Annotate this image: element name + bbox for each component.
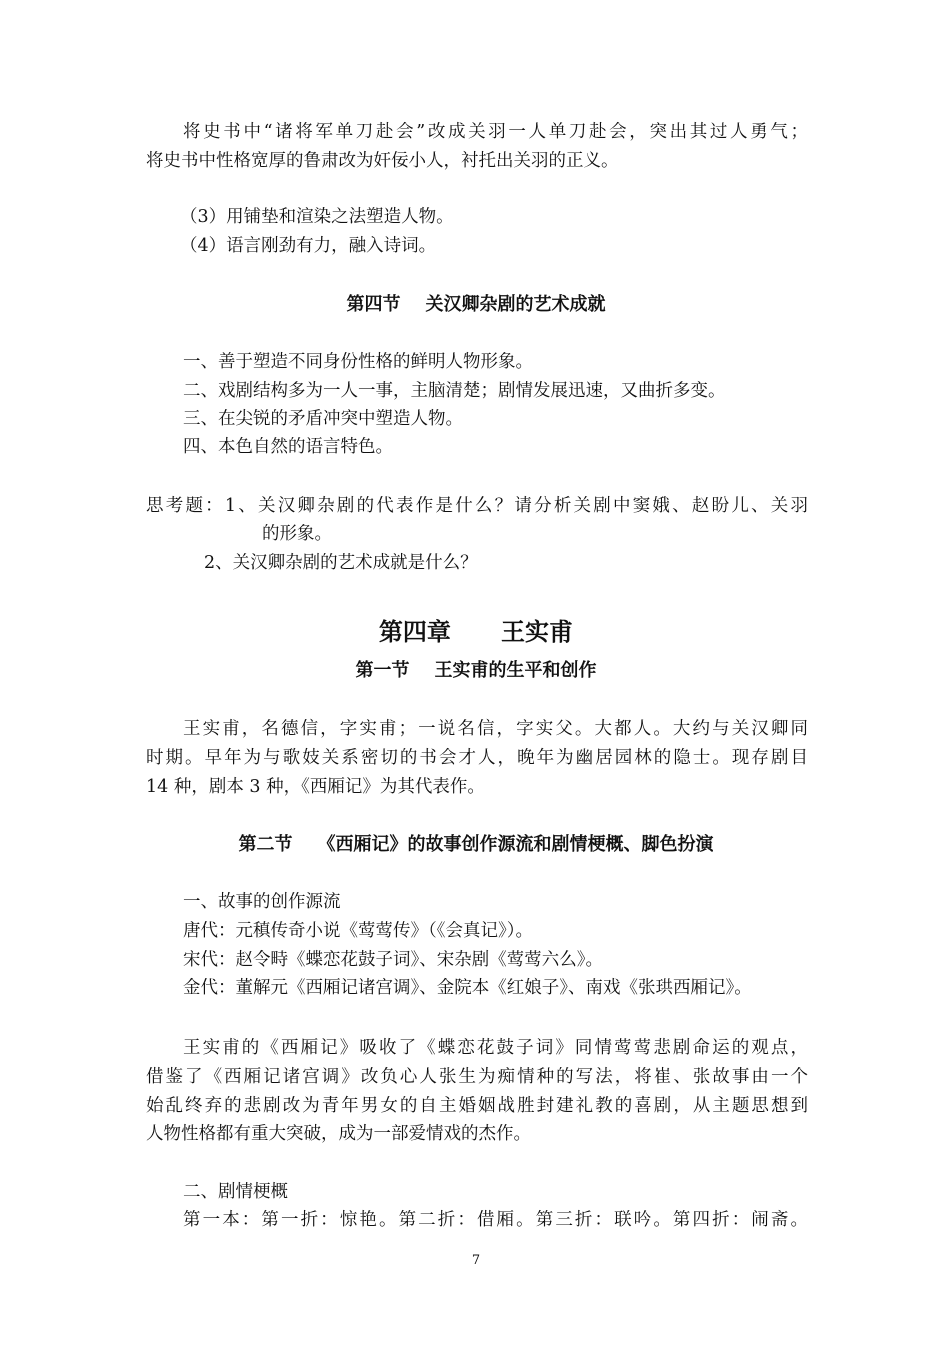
list-item: 二、戏剧结构多为一人一事，主脑清楚；剧情发展迅速，又曲折多变。 <box>183 381 726 401</box>
paragraph-line: 王实甫，名德信，字实甫；一说名信，字实父。大都人。大约与关汉卿同 <box>183 719 808 739</box>
paragraph-line: 将史书中性格宽厚的鲁肃改为奸佞小人，衬托出关羽的正义。 <box>146 151 619 171</box>
section-heading: 第二节 《西厢记》的故事创作源流和剧情梗概、脚色扮演 <box>238 834 714 855</box>
chapter-title: 第四章 王实甫 <box>378 618 574 646</box>
page-number: 7 <box>471 1253 481 1268</box>
list-item: 宋代：赵令畤《蝶恋花鼓子词》、宋杂剧《莺莺六么》。 <box>183 950 603 970</box>
paragraph-line: 人物性格都有重大突破，成为一部爱情戏的杰作。 <box>146 1124 531 1144</box>
section-heading: 第四节 关汉卿杂剧的艺术成就 <box>346 294 606 315</box>
paragraph-line: 时期。早年为与歌妓关系密切的书会才人，晚年为幽居园林的隐士。现存剧目 <box>146 748 808 768</box>
list-item: 三、在尖锐的矛盾冲突中塑造人物。 <box>183 409 463 429</box>
paragraph-line: 王实甫的《西厢记》吸收了《蝶恋花鼓子词》同情莺莺悲剧命运的观点， <box>183 1038 808 1058</box>
list-item: （4）语言刚劲有力，融入诗词。 <box>180 236 437 256</box>
list-item: 二、剧情梗概 <box>183 1182 288 1202</box>
paragraph-line: 将史书中“诸将军单刀赴会”改成关羽一人单刀赴会，突出其过人勇气； <box>183 122 808 142</box>
section-heading: 第一节 王实甫的生平和创作 <box>355 660 597 681</box>
paragraph-line: 借鉴了《西厢记诸宫调》改负心人张生为痴情种的写法，将崔、张故事由一个 <box>146 1067 808 1087</box>
paragraph-line: 14 种，剧本 3 种，《西厢记》为其代表作。 <box>146 777 485 797</box>
list-item: 四、本色自然的语言特色。 <box>183 437 393 457</box>
question-line: 2、关汉卿杂剧的艺术成就是什么？ <box>204 553 478 573</box>
list-item: 唐代：元稹传奇小说《莺莺传》（《会真记》）。 <box>183 921 533 941</box>
list-item: 一、故事的创作源流 <box>183 892 341 912</box>
list-item: 一、善于塑造不同身份性格的鲜明人物形象。 <box>183 352 533 372</box>
paragraph-line: 第一本：第一折：惊艳。第二折：借厢。第三折：联吟。第四折：闹斋。 <box>183 1210 808 1230</box>
question-line: 的形象。 <box>262 524 332 544</box>
paragraph-line: 始乱终弃的悲剧改为青年男女的自主婚姻战胜封建礼教的喜剧，从主题思想到 <box>146 1096 808 1116</box>
list-item: 金代：董解元《西厢记诸宫调》、金院本《红娘子》、南戏《张珙西厢记》。 <box>183 978 752 998</box>
question-line: 思考题：1、关汉卿杂剧的代表作是什么？请分析关剧中窦娥、赵盼儿、关羽 <box>146 496 808 516</box>
list-item: （3）用铺垫和渲染之法塑造人物。 <box>180 207 454 227</box>
